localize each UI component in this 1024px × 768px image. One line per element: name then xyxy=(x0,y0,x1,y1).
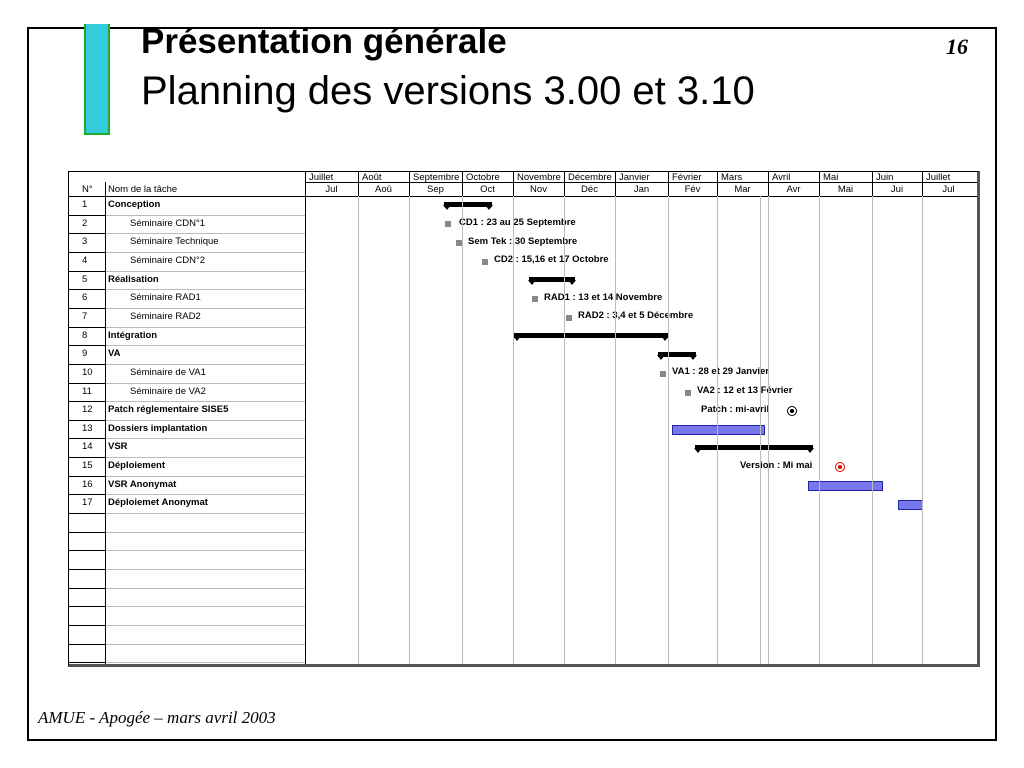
month-header-full: Mai xyxy=(823,172,839,183)
task-number: 9 xyxy=(82,348,88,359)
task-number: 11 xyxy=(82,386,92,397)
row-line-name-col xyxy=(105,644,305,645)
row-line-name-col xyxy=(105,532,305,533)
label-va2: VA2 : 12 et 13 Février xyxy=(697,385,793,396)
task-number: 8 xyxy=(82,330,88,341)
month-header-short: Jan xyxy=(633,184,650,195)
label-va1: VA1 : 28 et 29 Janvier xyxy=(672,366,769,377)
month-grid-line xyxy=(922,196,923,664)
task-number: 12 xyxy=(82,404,93,415)
summary-bar-vsr xyxy=(695,445,813,450)
milestone-rad1 xyxy=(532,296,538,302)
month-grid-line xyxy=(615,196,616,664)
month-grid-line xyxy=(564,196,565,664)
row-line-name-col xyxy=(105,662,305,663)
label-version: Version : Mi mai xyxy=(740,460,813,471)
task-bar-deploiement-anonymat xyxy=(898,500,923,510)
month-header-short: Aoû xyxy=(375,184,392,195)
patch-target-icon xyxy=(787,406,797,416)
month-header-short: Déc xyxy=(581,184,598,195)
row-line-no-col xyxy=(69,532,105,533)
month-header-short: Jul xyxy=(325,184,338,195)
slide-title: Présentation générale xyxy=(141,22,507,61)
row-line-name-col xyxy=(105,513,305,514)
row-line-no-col xyxy=(69,215,105,216)
task-number: 6 xyxy=(82,292,88,303)
row-line-name-col xyxy=(105,308,305,309)
label-patch: Patch : mi-avril xyxy=(701,404,770,415)
row-line-no-col xyxy=(69,233,105,234)
row-line-no-col xyxy=(69,252,105,253)
month-header-full: Juillet xyxy=(309,172,334,183)
row-line-no-col xyxy=(69,644,105,645)
row-line-name-col xyxy=(105,494,305,495)
row-line-name-col xyxy=(105,569,305,570)
header-bottom-line xyxy=(69,196,977,197)
row-line-name-col xyxy=(105,383,305,384)
month-header-full: Novembre xyxy=(517,172,561,183)
row-line-no-col xyxy=(69,438,105,439)
month-header-short: Nov xyxy=(530,184,547,195)
milestone-cd2 xyxy=(482,259,488,265)
row-line-name-col xyxy=(105,420,305,421)
month-header-full: Mars xyxy=(721,172,743,183)
month-grid-line xyxy=(872,196,873,664)
row-line-no-col xyxy=(69,588,105,589)
summary-bar-conception xyxy=(444,202,492,207)
month-grid-line xyxy=(819,196,820,664)
milestone-cd1 xyxy=(445,221,451,227)
row-line-no-col xyxy=(69,345,105,346)
row-line-no-col xyxy=(69,569,105,570)
task-name: Réalisation xyxy=(108,274,159,285)
task-name: Séminaire Technique xyxy=(130,236,219,247)
task-number: 13 xyxy=(82,423,93,434)
summary-bar-integration xyxy=(514,333,668,338)
month-header-short: Fév xyxy=(684,184,701,195)
task-number: 15 xyxy=(82,460,93,471)
task-name: Patch réglementaire SISE5 xyxy=(108,404,229,415)
row-line-name-col xyxy=(105,625,305,626)
task-name: Déploiement xyxy=(108,460,166,471)
task-name: Séminaire de VA1 xyxy=(130,367,206,378)
milestone-va2 xyxy=(685,390,691,396)
task-name: Déploiemet Anonymat xyxy=(108,497,208,508)
month-grid-line xyxy=(760,196,761,664)
month-grid-line xyxy=(768,196,769,664)
row-line-name-col xyxy=(105,233,305,234)
row-line-no-col xyxy=(69,383,105,384)
month-header-short: Sep xyxy=(427,184,444,195)
row-line-no-col xyxy=(69,513,105,514)
task-number: 14 xyxy=(82,441,93,452)
row-line-name-col xyxy=(105,345,305,346)
month-header-short: Oct xyxy=(480,184,495,195)
row-line-no-col xyxy=(69,364,105,365)
row-line-no-col xyxy=(69,606,105,607)
version-target-icon xyxy=(835,462,845,472)
title-accent-bar xyxy=(84,24,110,135)
task-number: 3 xyxy=(82,236,88,247)
row-line-name-col xyxy=(105,289,305,290)
row-line-no-col xyxy=(69,550,105,551)
task-number: 10 xyxy=(82,367,93,378)
task-name: Séminaire CDN°1 xyxy=(130,218,206,229)
row-line-no-col xyxy=(69,308,105,309)
header-task-name: Nom de la tâche xyxy=(108,184,178,195)
row-line-name-col xyxy=(105,271,305,272)
page-number: 16 xyxy=(946,34,968,59)
task-number: 5 xyxy=(82,274,88,285)
task-name: Séminaire RAD1 xyxy=(130,292,201,303)
task-name: Séminaire CDN°2 xyxy=(130,255,206,266)
row-line-no-col xyxy=(69,476,105,477)
month-header-full: Avril xyxy=(772,172,791,183)
row-line-name-col xyxy=(105,476,305,477)
month-grid-line xyxy=(358,196,359,664)
month-header-short: Avr xyxy=(786,184,801,195)
month-grid-line xyxy=(462,196,463,664)
col-line-no xyxy=(105,182,106,664)
task-bar-dossiers-implantation xyxy=(672,425,765,435)
task-name: VA xyxy=(108,348,121,359)
task-name: VSR Anonymat xyxy=(108,479,177,490)
task-number: 4 xyxy=(82,255,88,266)
task-number: 16 xyxy=(82,479,93,490)
label-cd2: CD2 : 15,16 et 17 Octobre xyxy=(494,254,609,265)
row-line-name-col xyxy=(105,327,305,328)
month-header-short: Jui xyxy=(890,184,904,195)
slide-footer: AMUE - Apogée – mars avril 2003 xyxy=(38,708,276,727)
row-line-no-col xyxy=(69,662,105,663)
task-number: 1 xyxy=(82,199,88,210)
task-number: 7 xyxy=(82,311,88,322)
month-header-short: Mai xyxy=(837,184,854,195)
row-line-name-col xyxy=(105,457,305,458)
summary-bar-realisation xyxy=(529,277,575,282)
label-rad1: RAD1 : 13 et 14 Novembre xyxy=(544,292,663,303)
month-header-full: Décembre xyxy=(568,172,612,183)
task-name: Séminaire de VA2 xyxy=(130,386,206,397)
task-name: Dossiers implantation xyxy=(108,423,208,434)
row-line-name-col xyxy=(105,606,305,607)
month-grid-line xyxy=(717,196,718,664)
row-line-no-col xyxy=(69,401,105,402)
row-line-name-col xyxy=(105,401,305,402)
month-header-full: Juin xyxy=(876,172,894,183)
row-line-no-col xyxy=(69,625,105,626)
summary-bar-va xyxy=(658,352,696,357)
month-grid-line xyxy=(513,196,514,664)
task-name: VSR xyxy=(108,441,128,452)
month-header-full: Septembre xyxy=(413,172,460,183)
row-line-name-col xyxy=(105,588,305,589)
slide-subtitle: Planning des versions 3.00 et 3.10 xyxy=(141,69,755,113)
month-header-short: Mar xyxy=(734,184,751,195)
row-line-no-col xyxy=(69,271,105,272)
label-rad2: RAD2 : 3,4 et 5 Décembre xyxy=(578,310,694,321)
month-header-full: Janvier xyxy=(619,172,650,183)
milestone-va1 xyxy=(660,371,666,377)
row-line-no-col xyxy=(69,457,105,458)
month-header-full: Octobre xyxy=(466,172,500,183)
month-grid-line xyxy=(409,196,410,664)
month-header-full: Août xyxy=(362,172,382,183)
gantt-chart xyxy=(68,171,980,667)
col-line-name xyxy=(305,172,306,664)
label-cd1: CD1 : 23 au 25 Septembre xyxy=(459,217,576,228)
task-name: Conception xyxy=(108,199,161,210)
row-line-no-col xyxy=(69,420,105,421)
label-semtek: Sem Tek : 30 Septembre xyxy=(468,236,578,247)
milestone-rad2 xyxy=(566,315,572,321)
task-name: Séminaire RAD2 xyxy=(130,311,201,322)
month-grid-line xyxy=(668,196,669,664)
row-line-no-col xyxy=(69,289,105,290)
row-line-no-col xyxy=(69,327,105,328)
row-line-name-col xyxy=(105,215,305,216)
row-line-name-col xyxy=(105,364,305,365)
month-header-full: Juillet xyxy=(926,172,951,183)
header-no: N° xyxy=(82,184,93,195)
task-number: 17 xyxy=(82,497,93,508)
task-name: Intégration xyxy=(108,330,158,341)
row-line-no-col xyxy=(69,494,105,495)
row-line-name-col xyxy=(105,550,305,551)
task-number: 2 xyxy=(82,218,88,229)
row-line-name-col xyxy=(105,438,305,439)
row-line-name-col xyxy=(105,252,305,253)
month-header-full: Février xyxy=(672,172,702,183)
month-header-short: Jul xyxy=(942,184,955,195)
